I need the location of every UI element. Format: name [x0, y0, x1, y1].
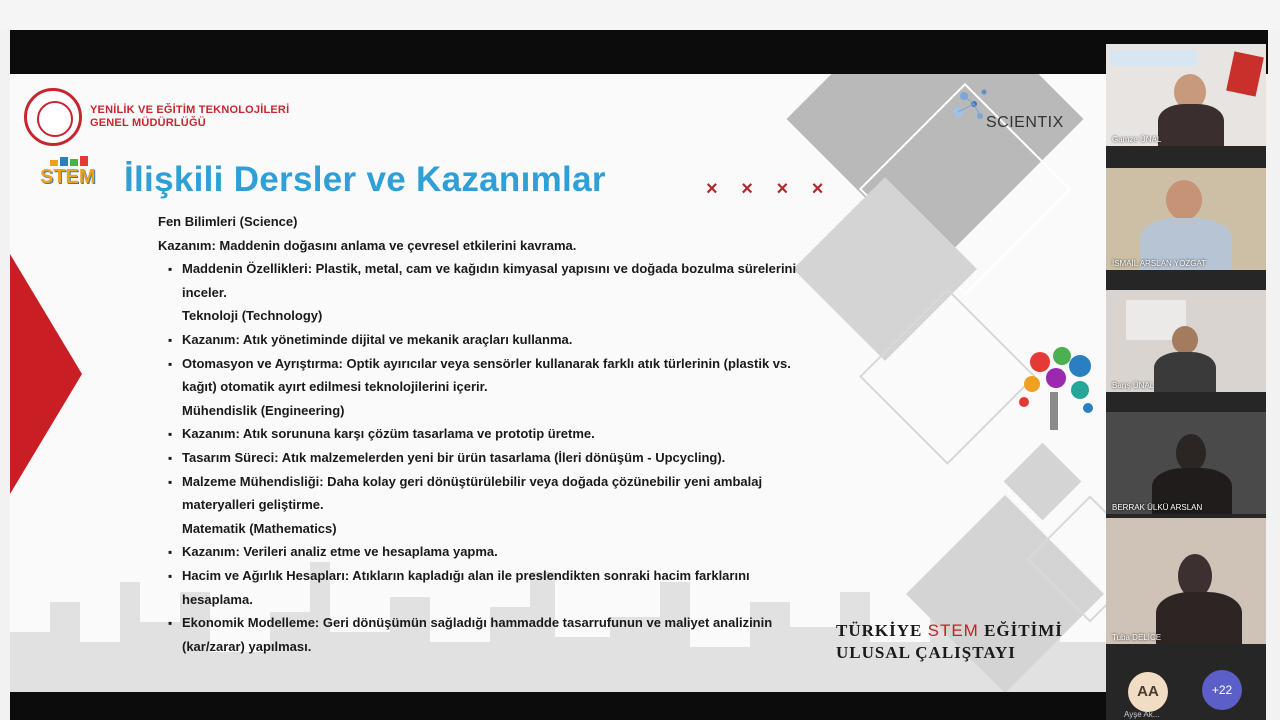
- video-letterbox-top: [10, 30, 1268, 74]
- bullet-marker: ▪: [168, 451, 173, 465]
- org-name: [90, 104, 289, 130]
- participant-face: [1176, 434, 1206, 472]
- bullet-marker: ▪: [168, 262, 173, 277]
- bullet-marker: ▪: [168, 427, 173, 442]
- participant-avatar-name: Ayşe Ak...: [1124, 710, 1160, 719]
- content-line: Matematik (Mathematics): [182, 520, 337, 536]
- bullet-marker: ▪: [168, 545, 173, 560]
- red-decor: [1226, 51, 1264, 96]
- content-line: Kazanım: Atık yönetiminde dijital ve mekanik araçları kullanma.: [182, 332, 573, 347]
- content-line: Otomasyon ve Ayrıştırma: Optik ayırıcılar veya sensörler kullanarak farklı atık türlerinin (plastik vs.: [182, 355, 791, 371]
- participant-tile[interactable]: [1106, 518, 1266, 644]
- content-line: (kar/zarar) yapılması.: [182, 638, 312, 654]
- participant-name: İSMAİL ARSLAN YOZGAT: [1112, 259, 1207, 268]
- content-line: Maddenin Özellikleri: Plastik, metal, cam ve kağıdın kimyasal yapısını ve doğada bozulma sürelerini: [182, 261, 797, 277]
- scientix-logo-graphic: [940, 82, 1080, 142]
- participant-body: [1156, 592, 1242, 644]
- content-line: Kazanım: Atık sorununa karşı çözüm tasarlama ve prototip üretme.: [182, 426, 595, 442]
- org-name-line-2: GENEL MÜDÜRLÜĞÜ: [90, 117, 206, 129]
- event-title: [836, 620, 1063, 664]
- participant-video-panel: [1106, 44, 1266, 720]
- stem-logo-text: STEM: [40, 166, 96, 188]
- participant-name: Tuba DELİCE: [1112, 633, 1162, 642]
- event-title-stem: STEM: [927, 621, 979, 640]
- content-line: Fen Bilimleri (Science): [158, 214, 298, 229]
- stem-tree-icon: [1010, 342, 1100, 432]
- participant-face: [1172, 326, 1198, 354]
- content-line: Ekonomik Modelleme: Geri dönüşümün sağladığı hammadde tasarrufunun ve maliyet analizinin: [182, 615, 773, 631]
- scientix-logo-text: SCIENTIX: [986, 114, 1064, 131]
- content-line: Teknoloji (Technology): [182, 308, 323, 324]
- shared-slide: [10, 74, 1106, 692]
- event-title-line-2: ULUSAL ÇALIŞTAYI: [836, 643, 1016, 662]
- content-line: Kazanım: Verileri analiz etme ve hesaplama yapma.: [182, 544, 498, 560]
- content-line: hesaplama.: [182, 591, 253, 607]
- content-line: materyalleri geliştirme.: [182, 497, 324, 513]
- participant-tile[interactable]: [1106, 412, 1266, 514]
- bullet-marker: ▪: [168, 474, 173, 489]
- slide-title: İlişkili Dersler ve Kazanımlar: [124, 160, 606, 199]
- participant-body: [1158, 104, 1224, 146]
- bullet-marker: ▪: [168, 333, 173, 347]
- more-participants-button[interactable]: +22: [1202, 670, 1242, 710]
- video-letterbox-bottom: [10, 692, 1110, 720]
- participant-avatar[interactable]: AA: [1128, 672, 1168, 712]
- participant-tile[interactable]: [1106, 168, 1266, 270]
- content-line: Hacim ve Ağırlık Hesapları: Atıkların kapladığı alan ile preslendikten sonraki hacim farklarını: [182, 568, 750, 583]
- content-line: Kazanım: Maddenin doğasını anlama ve çevresel etkilerini kavrama.: [158, 237, 577, 253]
- event-title-word: TÜRKİYE: [836, 621, 923, 640]
- participant-name: BERRAK ÜLKÜ ARSLAN: [1112, 503, 1203, 512]
- participant-name: Gamze ÜNAL: [1112, 135, 1162, 144]
- event-title-line-1: [836, 620, 1063, 642]
- ministry-seal-logo: [24, 88, 82, 146]
- presentation-thumbnail: [1110, 50, 1196, 66]
- bullet-marker: ▪: [168, 616, 173, 631]
- stem-logo-graphic: [50, 156, 120, 166]
- event-title-word: EĞİTİMİ: [984, 621, 1063, 640]
- participant-tile[interactable]: [1106, 44, 1266, 146]
- window-top-strip: [0, 0, 1280, 30]
- content-line: inceler.: [182, 284, 227, 300]
- participant-tile[interactable]: [1106, 290, 1266, 392]
- decor-crosses: × × × ×: [706, 178, 833, 200]
- content-line: kağıt) otomatik ayırt edilmesi teknolojilerini içerir.: [182, 379, 488, 395]
- content-line: Malzeme Mühendisliği: Daha kolay geri dönüştürülebilir veya doğada çözünebilir yeni ambalaj: [182, 473, 763, 489]
- participant-name: Barış ÜNAL: [1112, 381, 1155, 390]
- org-name-line-1: YENİLİK VE EĞİTİM TEKNOLOJİLERİ: [90, 104, 290, 116]
- participant-body: [1154, 352, 1216, 392]
- red-triangle-decor: [10, 254, 82, 494]
- bullet-marker: ▪: [168, 569, 173, 583]
- content-line: Mühendislik (Engineering): [182, 402, 345, 418]
- participant-face: [1166, 180, 1202, 220]
- content-line: Tasarım Süreci: Atık malzemelerden yeni bir ürün tasarlama (İleri dönüşüm - Upcycling).: [182, 450, 726, 465]
- bullet-marker: ▪: [168, 356, 173, 371]
